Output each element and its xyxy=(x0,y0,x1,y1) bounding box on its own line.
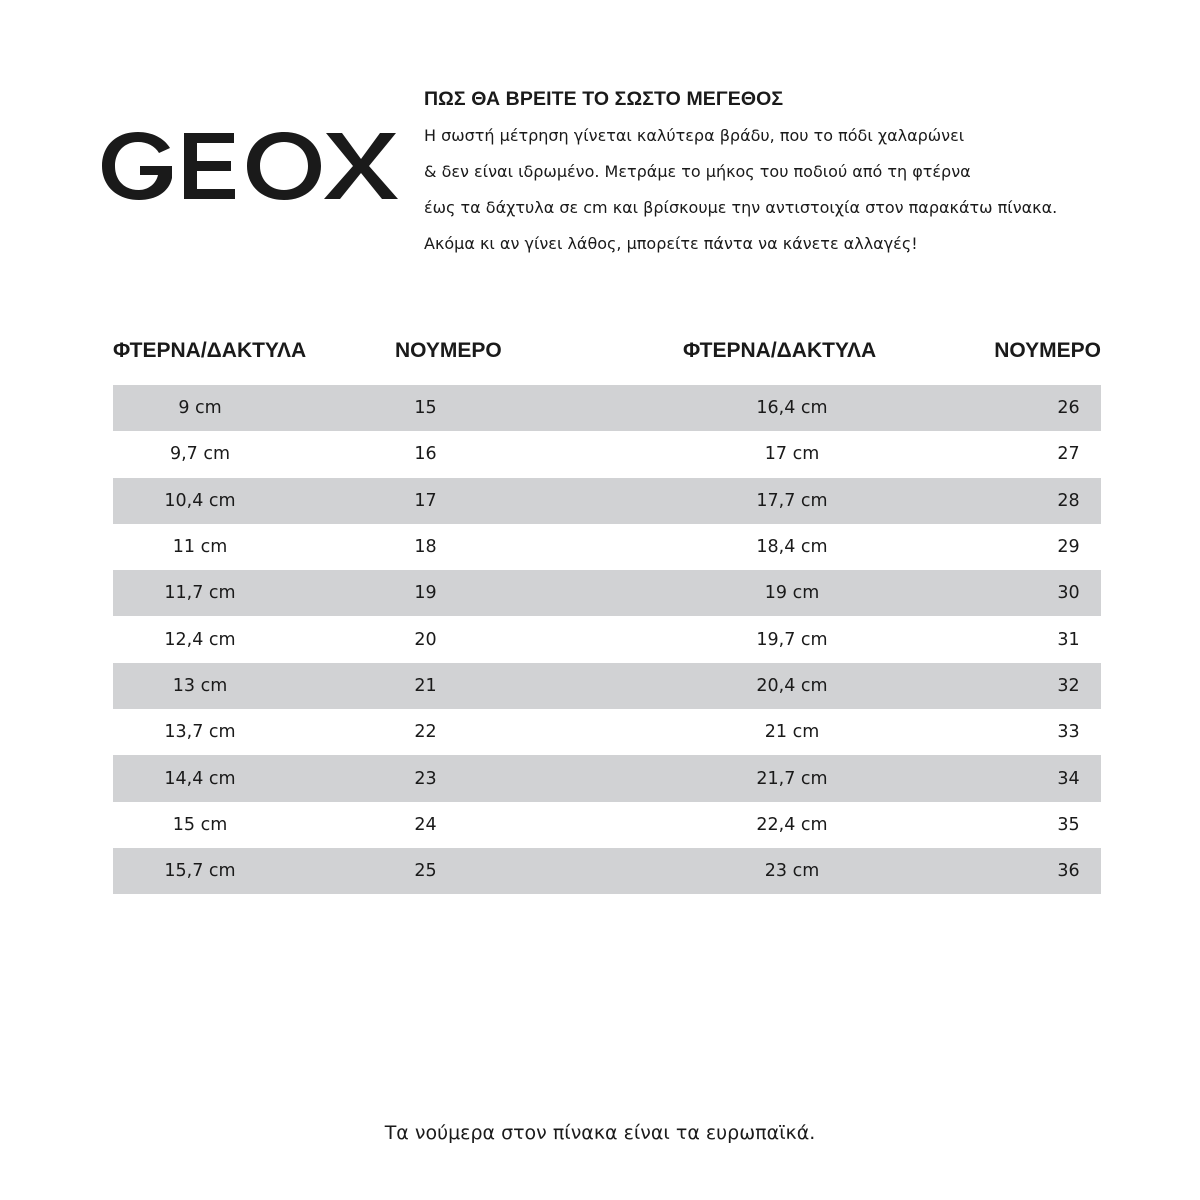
intro-line: & δεν είναι ιδρωμένο. Μετράμε το μήκος του ποδιού από τη φτέρνα xyxy=(424,162,971,181)
size-right-cell: 31 xyxy=(1057,629,1080,650)
heel-toe-left-cell: 14,4 cm xyxy=(113,755,313,801)
heel-toe-left-cell: 13 cm xyxy=(113,663,313,709)
size-right-cell: 34 xyxy=(976,755,1101,801)
table-row xyxy=(113,431,1101,477)
table-row xyxy=(113,616,1101,662)
heel-toe-left-cell: 9 cm xyxy=(113,385,313,431)
size-left-cell: 16 xyxy=(414,444,437,465)
header-size-right: ΝΟΥΜΕΡΟ xyxy=(994,339,1101,362)
size-left-cell: 22 xyxy=(414,722,437,743)
heel-toe-left-cell: 13,7 cm xyxy=(164,722,236,743)
size-right-cell: 32 xyxy=(976,663,1101,709)
size-left-cell: 24 xyxy=(414,814,437,835)
heel-toe-right-cell: 19,7 cm xyxy=(756,629,828,650)
heel-toe-right-cell: 17,7 cm xyxy=(608,478,976,524)
geox-logo-graphic xyxy=(100,128,400,204)
size-right-cell: 30 xyxy=(976,570,1101,616)
size-right-cell: 36 xyxy=(976,848,1101,894)
size-left-cell: 15 xyxy=(313,385,608,431)
heel-toe-left-cell: 12,4 cm xyxy=(164,629,236,650)
size-left-cell: 23 xyxy=(313,755,608,801)
table-row xyxy=(113,385,1101,431)
table-row xyxy=(113,802,1101,848)
size-right-cell: 33 xyxy=(1057,722,1080,743)
size-left-cell: 19 xyxy=(313,570,608,616)
table-header-row xyxy=(113,330,1101,385)
heel-toe-right-cell: 20,4 cm xyxy=(608,663,976,709)
heel-toe-right-cell: 21 cm xyxy=(764,722,820,743)
heel-toe-right-cell: 17 cm xyxy=(764,444,820,465)
size-right-cell: 35 xyxy=(1057,814,1080,835)
header-heel-toe-right: ΦΤΕΡΝΑ/ΔΑΚΤΥΛΑ xyxy=(683,339,877,362)
table-row xyxy=(113,570,1101,616)
table-row xyxy=(113,478,1101,524)
size-left-cell: 20 xyxy=(414,629,437,650)
size-left-cell: 17 xyxy=(313,478,608,524)
heel-toe-right-cell: 16,4 cm xyxy=(608,385,976,431)
table-row xyxy=(113,663,1101,709)
heel-toe-right-cell: 19 cm xyxy=(608,570,976,616)
footnote: Τα νούμερα στον πίνακα είναι τα ευρωπαϊκά. xyxy=(384,1122,816,1144)
heel-toe-right-cell: 21,7 cm xyxy=(608,755,976,801)
geox-logo xyxy=(100,128,400,204)
header-size-left: ΝΟΥΜΕΡΟ xyxy=(395,339,502,362)
intro-section xyxy=(424,86,1164,262)
intro-line: Η σωστή μέτρηση γίνεται καλύτερα βράδυ, που το πόδι χαλαρώνει xyxy=(424,126,965,145)
heel-toe-left-cell: 15,7 cm xyxy=(113,848,313,894)
intro-line: έως τα δάχτυλα σε cm και βρίσκουμε την αντιστοιχία στον παρακάτω πίνακα. xyxy=(424,198,1058,217)
size-right-cell: 29 xyxy=(1057,537,1080,558)
size-left-cell: 25 xyxy=(313,848,608,894)
size-table xyxy=(113,330,1101,894)
size-right-cell: 27 xyxy=(1057,444,1080,465)
heel-toe-right-cell: 23 cm xyxy=(608,848,976,894)
table-row xyxy=(113,524,1101,570)
size-left-cell: 18 xyxy=(414,537,437,558)
table-row xyxy=(113,755,1101,801)
heel-toe-right-cell: 22,4 cm xyxy=(756,814,828,835)
table-row xyxy=(113,848,1101,894)
table-row xyxy=(113,709,1101,755)
intro-line: Ακόμα κι αν γίνει λάθος, μπορείτε πάντα να κάνετε αλλαγές! xyxy=(424,234,918,253)
table-body xyxy=(113,385,1101,894)
heel-toe-left-cell: 15 cm xyxy=(172,814,228,835)
header-heel-toe-left: ΦΤΕΡΝΑ/ΔΑΚΤΥΛΑ xyxy=(113,339,307,362)
size-right-cell: 28 xyxy=(976,478,1101,524)
size-right-cell: 26 xyxy=(976,385,1101,431)
heel-toe-right-cell: 18,4 cm xyxy=(756,537,828,558)
heel-toe-left-cell: 11 cm xyxy=(172,537,228,558)
heel-toe-left-cell: 11,7 cm xyxy=(113,570,313,616)
size-left-cell: 21 xyxy=(313,663,608,709)
heel-toe-left-cell: 9,7 cm xyxy=(169,444,231,465)
heel-toe-left-cell: 10,4 cm xyxy=(113,478,313,524)
intro-title: ΠΩΣ ΘΑ ΒΡΕΙΤΕ ΤΟ ΣΩΣΤΟ ΜΕΓΕΘΟΣ xyxy=(424,88,784,110)
